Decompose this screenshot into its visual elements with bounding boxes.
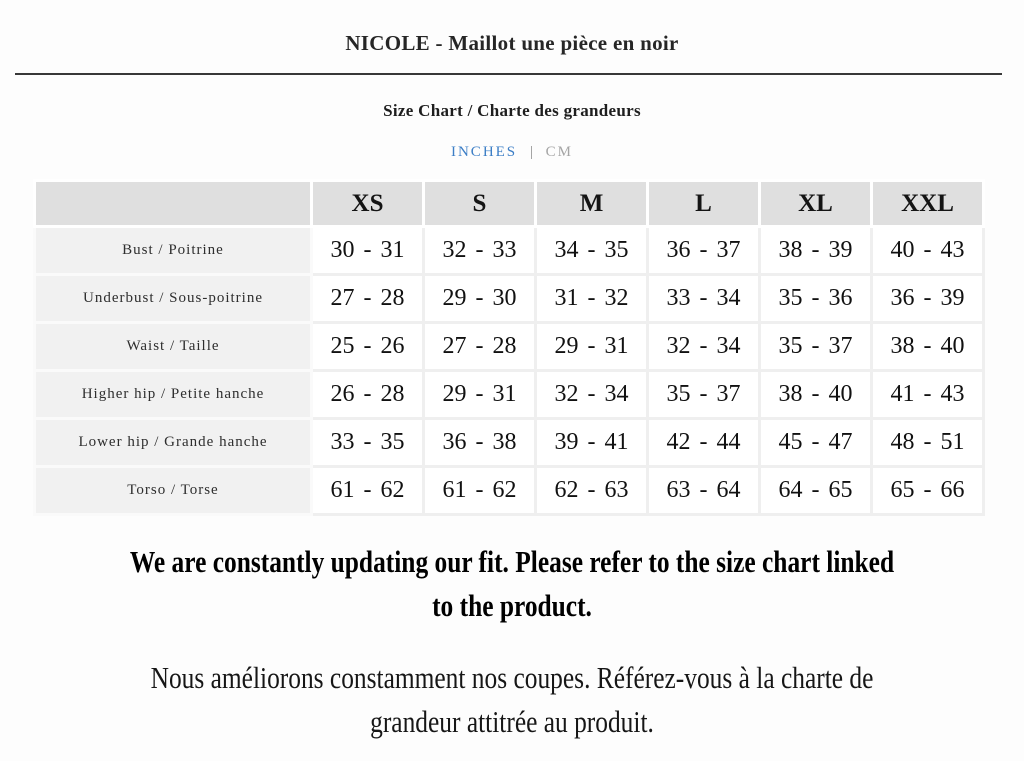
size-cell: 36 - 38: [424, 419, 536, 467]
size-cell: 35 - 36: [760, 275, 872, 323]
row-label: Lower hip / Grande hanche: [35, 419, 312, 467]
column-header-m: M: [536, 181, 648, 227]
row-label: Underbust / Sous-poitrine: [35, 275, 312, 323]
size-cell: 65 - 66: [872, 467, 984, 515]
unit-cm-button[interactable]: CM: [545, 144, 574, 160]
header-row: [35, 181, 984, 227]
table-row-waist: [35, 323, 984, 371]
size-cell: 33 - 35: [312, 419, 424, 467]
size-cell: 27 - 28: [312, 275, 424, 323]
row-label: Waist / Taille: [35, 323, 312, 371]
size-cell: 41 - 43: [872, 371, 984, 419]
size-cell: 25 - 26: [312, 323, 424, 371]
size-cell: 29 - 31: [424, 371, 536, 419]
row-label: Torso / Torse: [35, 467, 312, 515]
size-cell: 32 - 33: [424, 227, 536, 275]
size-cell: 27 - 28: [424, 323, 536, 371]
corner-cell: [35, 181, 312, 227]
unit-separator: |: [529, 144, 533, 160]
row-label: Bust / Poitrine: [35, 227, 312, 275]
size-cell: 34 - 35: [536, 227, 648, 275]
size-cell: 61 - 62: [424, 467, 536, 515]
size-cell: 45 - 47: [760, 419, 872, 467]
fit-note-french-line1: Nous améliorons constamment nos coupes. Référez-vous à la charte de: [150, 660, 874, 695]
table-row-torso: [35, 467, 984, 515]
row-label: Higher hip / Petite hanche: [35, 371, 312, 419]
size-cell: 30 - 31: [312, 227, 424, 275]
size-cell: 64 - 65: [760, 467, 872, 515]
size-chart-heading: Size Chart / Charte des grandeurs: [383, 101, 641, 120]
size-cell: 36 - 39: [872, 275, 984, 323]
size-cell: 38 - 40: [872, 323, 984, 371]
unit-toggle: [0, 144, 1024, 161]
size-cell: 29 - 31: [536, 323, 648, 371]
size-cell: 32 - 34: [536, 371, 648, 419]
size-cell: 42 - 44: [648, 419, 760, 467]
column-header-xs: XS: [312, 181, 424, 227]
size-cell: 36 - 37: [648, 227, 760, 275]
unit-inches-button[interactable]: INCHES: [450, 144, 518, 160]
size-cell: 38 - 40: [760, 371, 872, 419]
fit-note-english-line1: We are constantly updating our fit. Please refer to the size chart linked: [129, 544, 895, 579]
page-title: NICOLE - Maillot une pièce en noir: [345, 31, 679, 55]
size-cell: 39 - 41: [536, 419, 648, 467]
column-header-s: S: [424, 181, 536, 227]
table-row-bust: [35, 227, 984, 275]
size-cell: 31 - 32: [536, 275, 648, 323]
column-header-l: L: [648, 181, 760, 227]
size-cell: 40 - 43: [872, 227, 984, 275]
size-chart-table: [33, 179, 985, 516]
size-cell: 62 - 63: [536, 467, 648, 515]
size-cell: 48 - 51: [872, 419, 984, 467]
fit-note-french-line2: grandeur attitrée au produit.: [370, 704, 654, 739]
size-cell: 35 - 37: [760, 323, 872, 371]
size-cell: 63 - 64: [648, 467, 760, 515]
size-cell: 61 - 62: [312, 467, 424, 515]
size-cell: 38 - 39: [760, 227, 872, 275]
size-cell: 35 - 37: [648, 371, 760, 419]
size-cell: 26 - 28: [312, 371, 424, 419]
size-cell: 29 - 30: [424, 275, 536, 323]
table-row-lower-hip: [35, 419, 984, 467]
column-header-xl: XL: [760, 181, 872, 227]
fit-note-english: [0, 540, 1024, 628]
table-row-higher-hip: [35, 371, 984, 419]
size-cell: 33 - 34: [648, 275, 760, 323]
fit-note-french: [0, 656, 1024, 744]
size-cell: 32 - 34: [648, 323, 760, 371]
fit-note-english-line2: to the product.: [432, 588, 592, 623]
table-row-underbust: [35, 275, 984, 323]
title-divider: [15, 73, 1002, 75]
column-header-xxl: XXL: [872, 181, 984, 227]
